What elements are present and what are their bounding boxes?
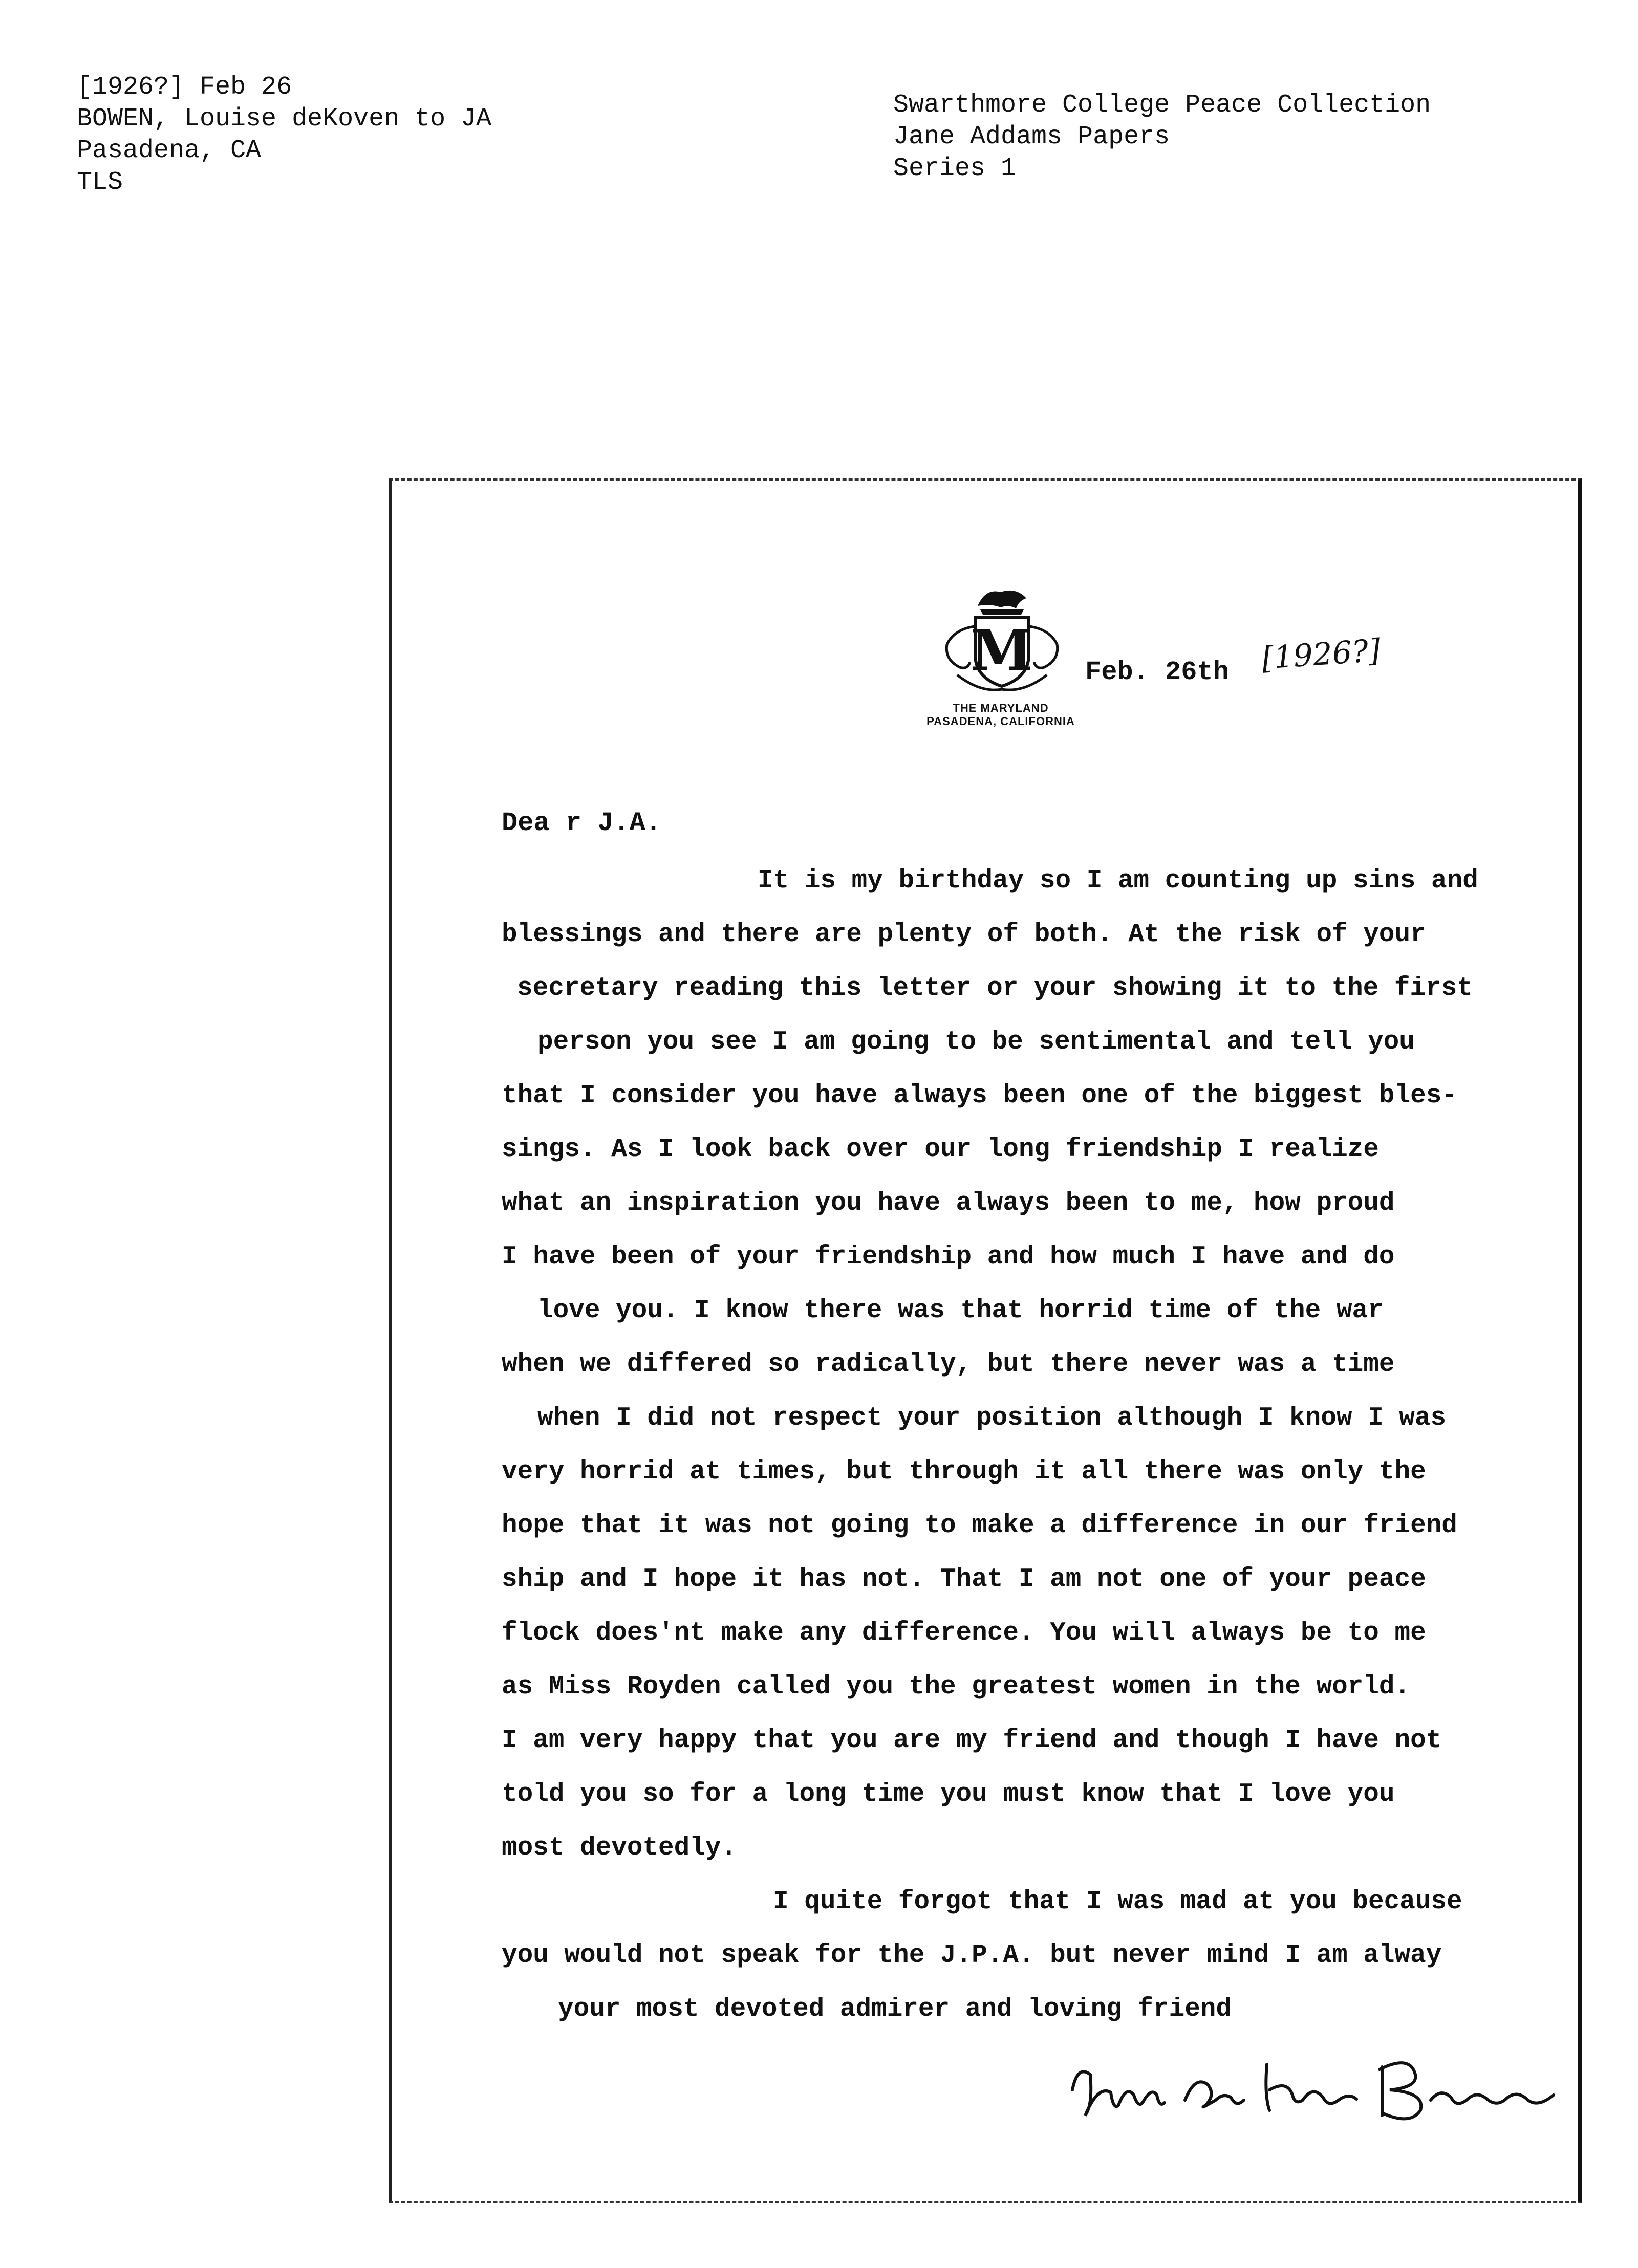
- body-line: most devotedly.: [502, 1834, 737, 1863]
- body-line: what an inspiration you have always been to me, how proud: [502, 1189, 1395, 1218]
- letter-body: [502, 854, 1551, 2036]
- letter-salutation: Dea r J.A.: [502, 808, 662, 838]
- letter-sheet: [389, 478, 1582, 2203]
- papers-name: Jane Addams Papers: [893, 122, 1170, 151]
- letterhead-name: [906, 702, 1095, 728]
- catalog-date: [1926?] Feb 26: [77, 73, 292, 102]
- letterhead-crest-icon: [919, 578, 1083, 701]
- body-line: I quite forgot that I was mad at you because: [773, 1887, 1462, 1916]
- body-line: person you see I am going to be sentimental and tell you: [537, 1028, 1415, 1057]
- letterhead-hotel: THE MARYLAND: [953, 702, 1049, 714]
- body-line: when I did not respect your position although I know I was: [537, 1404, 1447, 1433]
- series-name: Series 1: [893, 154, 1017, 183]
- letterhead-city: PASADENA, CALIFORNIA: [926, 715, 1075, 728]
- letter-date: Feb. 26th: [1085, 657, 1229, 687]
- body-line: very horrid at times, but through it all there was only the: [502, 1457, 1426, 1487]
- body-line: sings. As I look back over our long friendship I realize: [502, 1135, 1379, 1164]
- body-line: I am very happy that you are my friend and though I have not: [502, 1726, 1442, 1755]
- body-line: ship and I hope it has not. That I am not one of your peace: [502, 1565, 1426, 1594]
- body-line: you would not speak for the J.P.A. but never mind I am alway: [502, 1941, 1442, 1970]
- body-line: flock does'nt make any difference. You will always be to me: [502, 1619, 1426, 1648]
- catalog-header-right: [893, 90, 1431, 185]
- body-line: secretary reading this letter or your showing it to the first: [517, 974, 1473, 1003]
- catalog-header-left: [77, 72, 491, 199]
- letter-date-annotation: [1926?]: [1260, 633, 1382, 677]
- body-line: It is my birthday so I am counting up sins and: [758, 866, 1478, 896]
- catalog-place: Pasadena, CA: [77, 136, 262, 165]
- body-line: that I consider you have always been one of the biggest bles-: [502, 1081, 1457, 1110]
- body-line: hope that it was not going to make a difference in our friend: [502, 1511, 1457, 1540]
- body-line: love you. I know there was that horrid time of the war: [537, 1296, 1384, 1325]
- body-line: I have been of your friendship and how much I have and do: [502, 1242, 1395, 1272]
- body-line: blessings and there are plenty of both. At the risk of your: [502, 920, 1426, 949]
- body-line: told you so for a long time you must know that I love you: [502, 1780, 1395, 1809]
- crest-monogram: M: [971, 617, 1033, 683]
- body-line: your most devoted admirer and loving friend: [558, 1995, 1232, 2024]
- handwritten-signature: [1062, 2044, 1574, 2131]
- body-line: as Miss Royden called you the greatest women in the world.: [502, 1672, 1411, 1702]
- body-line: when we differed so radically, but there never was a time: [502, 1350, 1395, 1379]
- collection-name: Swarthmore College Peace Collection: [893, 91, 1431, 120]
- catalog-doc-type: TLS: [77, 168, 123, 197]
- catalog-correspondents: BOWEN, Louise deKoven to JA: [77, 104, 492, 134]
